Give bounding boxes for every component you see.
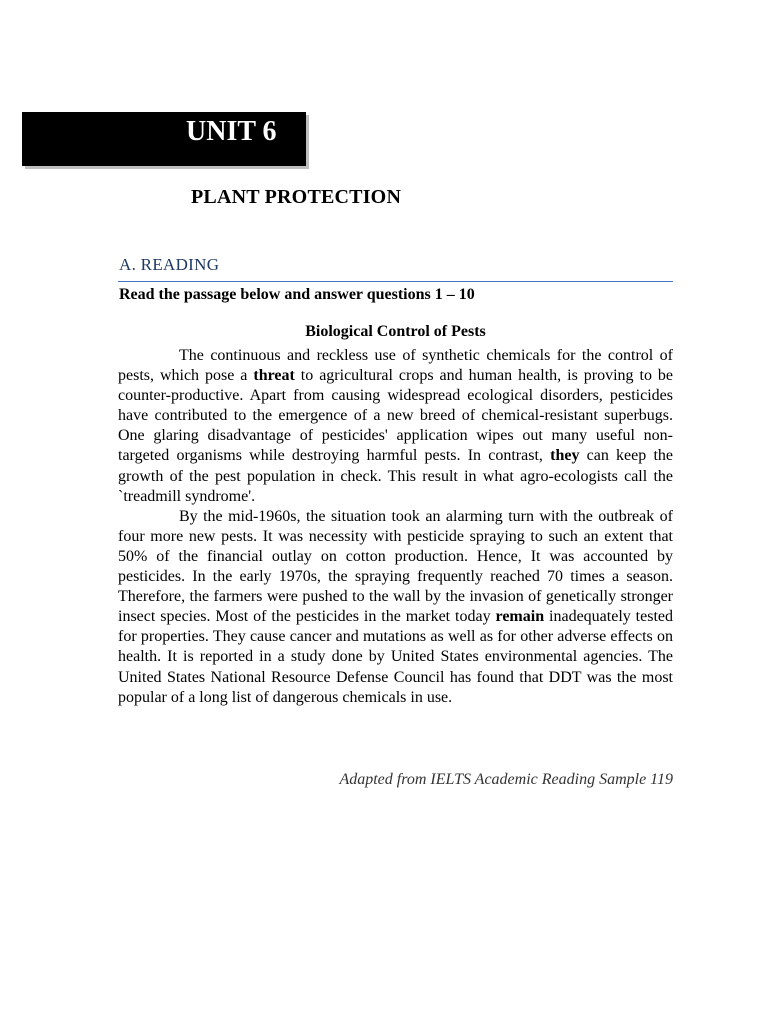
passage-text: inadequately tested for properties. They cause cancer and mutations as well as for other adverse effects on health. It is reported in a study done by United States environmental agencies. The United States National Resource Defense Council has found that DDT was the most popular of a long list of dangerous chemicals in use. <box>118 608 674 706</box>
emphasized-word: threat <box>253 367 295 385</box>
passage-source: Adapted from IELTS Academic Reading Sample 119 <box>339 771 673 788</box>
passage-text: to agricultural crops and human health, is proving to be counter-productive. Apart from causing widespread ecological disorders, pesticides have contributed to the emergence of a new breed of chemical-resistant superbugs. One glaring disadvantage of pesticides' application wipes out many useful non-targeted organisms while destroying harmful pests. In contrast, <box>118 367 674 465</box>
reading-instruction: Read the passage below and answer questions 1 – 10 <box>119 286 475 303</box>
section-heading: A. READING <box>119 255 220 274</box>
passage-paragraph <box>118 507 673 708</box>
passage-text: The continuous and reckless use of synthetic chemicals for the control of pests, which pose a <box>118 347 673 385</box>
passage-text: By the mid-1960s, the situation took an alarming turn with the outbreak of four more new pests. It was necessity with pesticide spraying to such an extent that 50% of the financial outlay on cotton production. Hence, It was accounted by pesticides. In the early 1970s, the spraying frequently reached 70 times a season. Therefore, the farmers were pushed to the wall by the invasion of genetically stronger insect species. Most of the pesticides in the market today <box>118 507 673 626</box>
passage-title: Biological Control of Pests <box>305 323 486 340</box>
emphasized-word: they <box>550 447 580 465</box>
passage-body <box>118 346 673 708</box>
emphasized-word: remain <box>495 608 545 626</box>
section-divider <box>118 281 673 282</box>
passage-paragraph <box>118 346 673 507</box>
chapter-title: PLANT PROTECTION <box>191 186 402 208</box>
passage-text: can keep the growth of the pest population in check. This result in what agro-ecologists call the `treadmill syndrome'. <box>118 447 674 505</box>
unit-title: UNIT 6 <box>186 116 277 147</box>
